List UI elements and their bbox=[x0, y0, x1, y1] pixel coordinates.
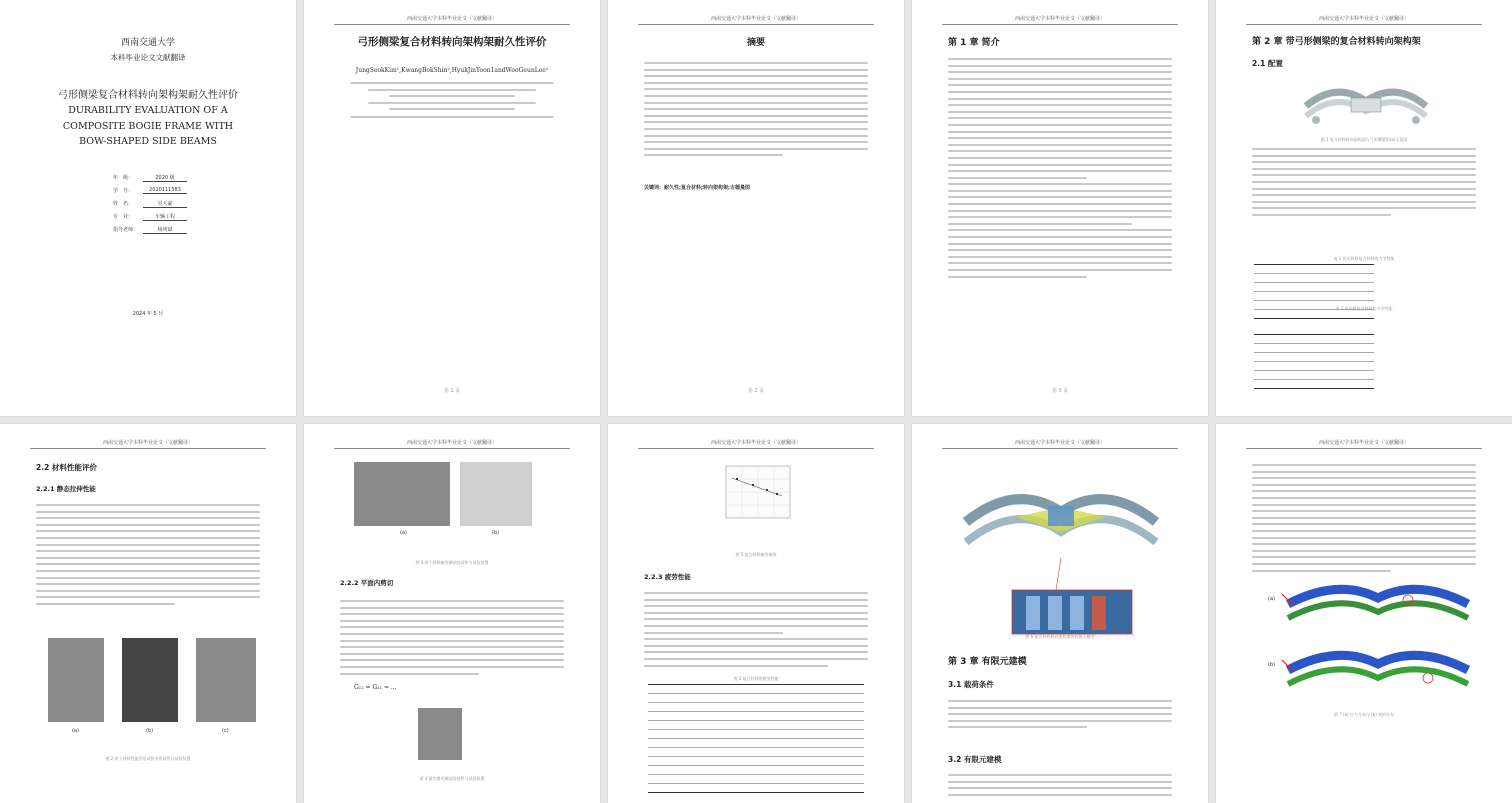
keywords: 关键词：耐久性;复合材料;转向架构架;古德曼图 bbox=[644, 185, 751, 191]
abstract-title: 摘要 bbox=[746, 38, 765, 48]
figure-caption: 图 6 复合材料转向架构架的有限元模型 bbox=[1025, 634, 1095, 639]
running-header: 西南交通大学本科毕业论文（文献翻译） bbox=[942, 439, 1178, 449]
stress-contour-figure bbox=[1278, 574, 1478, 702]
abstract-body bbox=[644, 62, 868, 161]
table-caption: 表 3 复合材料的疲劳性能 bbox=[733, 676, 779, 681]
running-header: 西南交通大学本科毕业论文（文献翻译） bbox=[334, 439, 570, 449]
table-3 bbox=[648, 684, 864, 793]
cover-title-en-line: COMPOSITE BOGIE FRAME WITH bbox=[62, 120, 234, 132]
subfig-label: (c) bbox=[222, 728, 229, 734]
info-row-name: 姓 名： 吴天豪 bbox=[113, 200, 187, 208]
page-8[interactable] bbox=[608, 424, 904, 803]
page-2[interactable] bbox=[304, 0, 600, 416]
figure-caption: 图 3 用于材料疲劳测试的试件与试验装置 bbox=[415, 560, 489, 565]
subfig-label: (a) bbox=[72, 728, 79, 734]
specimen-photo-b bbox=[122, 638, 178, 722]
fe-model-figure bbox=[956, 462, 1166, 638]
page-10[interactable] bbox=[1216, 424, 1512, 803]
page-number: 第 2 页 bbox=[747, 388, 765, 394]
chapter-heading: 第 1 章 简介 bbox=[948, 38, 1000, 48]
specimen-photo-a bbox=[48, 638, 104, 722]
figure-caption: 图 4 面内剪切测试的试件与试验装置 bbox=[419, 776, 485, 781]
page-7[interactable] bbox=[304, 424, 600, 803]
bogie-frame-figure bbox=[1296, 76, 1436, 132]
subsection-heading: 2.2.2 平面内剪切 bbox=[340, 579, 394, 587]
info-row-grade: 年 级： 2020 级 bbox=[113, 174, 187, 182]
running-header: 西南交通大学本科毕业论文（文献翻译） bbox=[1246, 15, 1482, 25]
specimen-photo-a bbox=[354, 462, 450, 526]
page-4[interactable] bbox=[912, 0, 1208, 416]
page-6[interactable] bbox=[0, 424, 296, 803]
page-number: 第 3 页 bbox=[1051, 388, 1069, 394]
subfig-label: (a) bbox=[1268, 596, 1275, 602]
running-header: 西南交通大学本科毕业论文（文献翻译） bbox=[1246, 439, 1482, 449]
fatigue-sn-chart bbox=[718, 462, 794, 528]
cover-title-en bbox=[10, 103, 286, 150]
cover-subtitle: 本科毕业论文文献翻译 bbox=[110, 53, 186, 62]
body-text bbox=[1252, 464, 1476, 576]
page-3[interactable] bbox=[608, 0, 904, 416]
page-cover[interactable] bbox=[0, 0, 296, 416]
shear-test-photo bbox=[418, 708, 462, 760]
table-caption: 表 2 层压板复合材料的力学性能 bbox=[1335, 306, 1393, 311]
body-text bbox=[644, 592, 868, 671]
cover-title-en-line: DURABILITY EVALUATION OF A bbox=[68, 105, 228, 116]
subfig-label: (b) bbox=[146, 728, 154, 734]
running-header: 西南交通大学本科毕业论文（文献翻译） bbox=[30, 439, 266, 449]
page-number: 第 1 页 bbox=[443, 388, 461, 394]
cover-university: 西南交通大学 bbox=[120, 38, 175, 48]
chapter-heading: 第 3 章 有限元建模 bbox=[948, 657, 1027, 667]
running-header: 西南交通大学本科毕业论文（文献翻译） bbox=[334, 15, 570, 25]
body-text bbox=[340, 600, 564, 679]
subfig-label: (b) bbox=[1268, 662, 1276, 668]
running-header: 西南交通大学本科毕业论文（文献翻译） bbox=[942, 15, 1178, 25]
chapter-heading: 第 2 章 带弓形侧梁的复合材料转向架构架 bbox=[1252, 37, 1421, 47]
section-heading: 2.1 配置 bbox=[1252, 59, 1283, 68]
paper-authors: JungSeokKim¹,KwangBokShin²,HyukJinYoon1andWooGeunLee² bbox=[355, 67, 549, 74]
subfig-label: (a) bbox=[400, 530, 407, 536]
figure-caption: 图 5 复合材料疲劳曲线 bbox=[735, 552, 777, 557]
figure-caption: 图 7 (a) 应力分布与 (b) 变形分布 bbox=[1333, 712, 1395, 717]
page-9[interactable] bbox=[912, 424, 1208, 803]
affiliations bbox=[350, 82, 554, 123]
specimen-photo-b bbox=[460, 462, 532, 526]
figure-caption: 图 2 用于材料性能评估试验中的试件与试验装置 bbox=[105, 756, 191, 761]
running-header: 西南交通大学本科毕业论文（文献翻译） bbox=[638, 439, 874, 449]
paper-title: 弓形侧梁复合材料转向架构架耐久性评价 bbox=[357, 36, 547, 48]
body-text bbox=[36, 504, 260, 610]
body-text bbox=[948, 774, 1172, 800]
info-row-advisor: 指导老师： 杨靖斌 bbox=[113, 226, 187, 234]
body-text bbox=[1252, 148, 1476, 221]
section-heading: 3.2 有限元建模 bbox=[948, 755, 1002, 764]
subsection-heading: 2.2.1 静态拉伸性能 bbox=[36, 485, 96, 493]
figure-caption: 图 1 复合材料转向架构架与弓形侧梁的(a)示意图 bbox=[1320, 137, 1408, 142]
formula: G₁₂ = G₂₁ = ... bbox=[354, 684, 397, 691]
table-caption: 表 1 层压材料复合材料的力学性能 bbox=[1333, 256, 1395, 261]
section-heading: 3.1 载荷条件 bbox=[948, 680, 994, 689]
running-header: 西南交通大学本科毕业论文（文献翻译） bbox=[638, 15, 874, 25]
table-2 bbox=[1254, 334, 1374, 389]
cover-title-en-line: BOW-SHAPED SIDE BEAMS bbox=[79, 136, 217, 147]
info-row-major: 专 业： 车辆工程 bbox=[113, 213, 187, 221]
body-text bbox=[948, 58, 1172, 282]
body-text bbox=[948, 700, 1172, 733]
page-5[interactable] bbox=[1216, 0, 1512, 416]
info-row-id: 学 号： 2020111583 bbox=[113, 187, 187, 194]
specimen-photo-c bbox=[196, 638, 256, 722]
subsection-heading: 2.2.3 疲劳性能 bbox=[644, 573, 691, 581]
cover-date: 2024 年 5 月 bbox=[132, 311, 164, 317]
cover-title-cn: 弓形侧梁复合材料转向架构架耐久性评价 bbox=[58, 90, 238, 101]
section-heading: 2.2 材料性能评价 bbox=[36, 463, 97, 472]
subfig-label: (b) bbox=[492, 530, 500, 536]
